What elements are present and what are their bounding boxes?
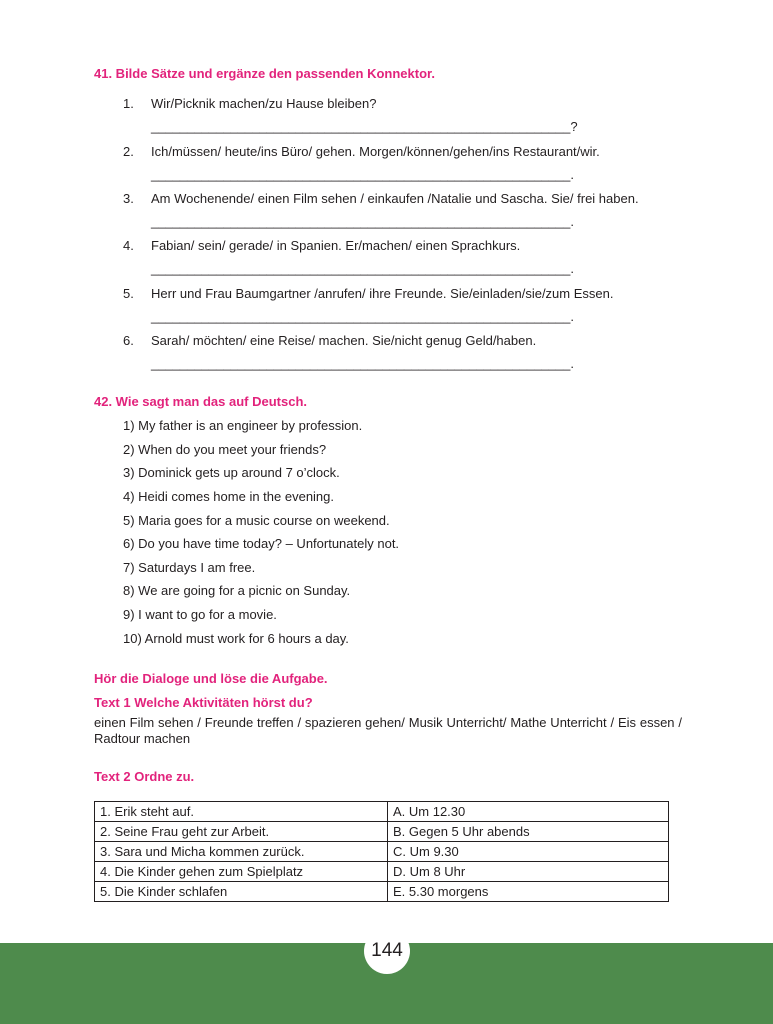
- answer-line: __________________________________________________________.: [151, 214, 574, 229]
- table-cell: 2. Seine Frau geht zur Arbeit.: [95, 822, 388, 842]
- answer-line: __________________________________________________________.: [151, 356, 574, 371]
- translation-item: 3) Dominick gets up around 7 o’clock.: [123, 465, 340, 480]
- table-cell: C. Um 9.30: [388, 842, 669, 862]
- table-cell: 5. Die Kinder schlafen: [95, 882, 388, 902]
- exercise-42-title: 42. Wie sagt man das auf Deutsch.: [94, 394, 308, 409]
- table-cell: B. Gegen 5 Uhr abends: [388, 822, 669, 842]
- exercise-41-title: 41. Bilde Sätze und ergänze den passenden Konnektor.: [94, 66, 435, 81]
- table-cell: 4. Die Kinder gehen zum Spielplatz: [95, 862, 388, 882]
- item-prompt: Wir/Picknik machen/zu Hause bleiben?: [151, 96, 377, 111]
- translation-item: 1) My father is an engineer by profession.: [123, 418, 363, 433]
- table-cell: 1. Erik steht auf.: [95, 802, 388, 822]
- table-row: [95, 882, 669, 902]
- text1-title: Text 1 Welche Aktivitäten hörst du?: [94, 695, 313, 710]
- matching-table: [94, 801, 669, 902]
- item-number: 1.: [123, 96, 134, 111]
- translation-item: 5) Maria goes for a music course on weekend.: [123, 513, 390, 528]
- answer-line: __________________________________________________________.: [151, 167, 574, 182]
- translation-item: 6) Do you have time today? – Unfortunately not.: [123, 536, 400, 551]
- table-row: [95, 862, 669, 882]
- item-number: 3.: [123, 191, 134, 206]
- text1-activities: einen Film sehen / Freunde treffen / spazieren gehen/ Musik Unterricht/ Mathe Unterricht / Eis essen / Radtour machen: [94, 715, 682, 746]
- item-prompt: Am Wochenende/ einen Film sehen / einkaufen /Natalie und Sascha. Sie/ frei haben.: [151, 191, 639, 206]
- translation-item: 8) We are going for a picnic on Sunday.: [123, 583, 351, 598]
- answer-line: __________________________________________________________.: [151, 309, 574, 324]
- table-row: [95, 802, 669, 822]
- table-row: [95, 822, 669, 842]
- table-cell: D. Um 8 Uhr: [388, 862, 669, 882]
- item-prompt: Herr und Frau Baumgartner /anrufen/ ihre Freunde. Sie/einladen/sie/zum Essen.: [151, 286, 614, 301]
- item-number: 4.: [123, 238, 134, 253]
- translation-item: 4) Heidi comes home in the evening.: [123, 489, 335, 504]
- translation-item: 9) I want to go for a movie.: [123, 607, 277, 622]
- item-number: 6.: [123, 333, 134, 348]
- text2-title: Text 2 Ordne zu.: [94, 769, 195, 784]
- listening-title: Hör die Dialoge und löse die Aufgabe.: [94, 671, 328, 686]
- translation-item: 2) When do you meet your friends?: [123, 442, 327, 457]
- answer-line: __________________________________________________________?: [151, 119, 578, 134]
- table-row: [95, 842, 669, 862]
- item-number: 2.: [123, 144, 134, 159]
- item-prompt: Sarah/ möchten/ eine Reise/ machen. Sie/nicht genug Geld/haben.: [151, 333, 537, 348]
- item-prompt: Fabian/ sein/ gerade/ in Spanien. Er/machen/ einen Sprachkurs.: [151, 238, 521, 253]
- table-cell: A. Um 12.30: [388, 802, 669, 822]
- translation-item: 10) Arnold must work for 6 hours a day.: [123, 631, 349, 646]
- translation-item: 7) Saturdays I am free.: [123, 560, 256, 575]
- table-cell: 3. Sara und Micha kommen zurück.: [95, 842, 388, 862]
- item-prompt: Ich/müssen/ heute/ins Büro/ gehen. Morgen/können/gehen/ins Restaurant/wir.: [151, 144, 600, 159]
- item-number: 5.: [123, 286, 134, 301]
- table-cell: E. 5.30 morgens: [388, 882, 669, 902]
- page-number: 144: [364, 928, 410, 974]
- answer-line: __________________________________________________________.: [151, 261, 574, 276]
